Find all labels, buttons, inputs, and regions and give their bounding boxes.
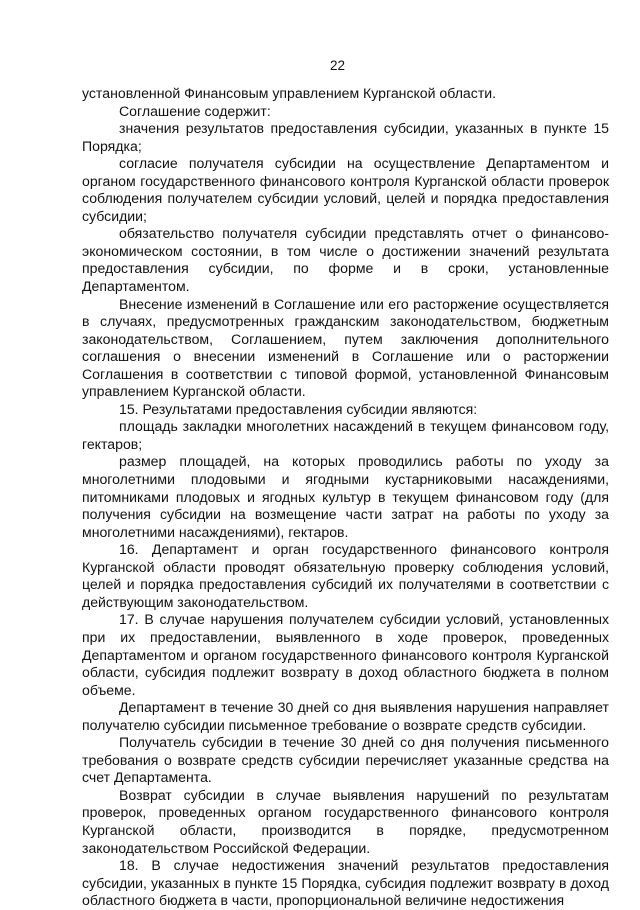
paragraph-return-transfer: Получатель субсидии в течение 30 дней со дня получения письменного требования о возврате средств субсидии перечисляет указанные средства на счет Департамента.	[82, 734, 609, 786]
paragraph-amendments: Внесение изменений в Соглашение или его расторжение осуществляется в случаях, предусмотренных гражданским законодательством, бюджетным законодательством, Соглашением, путем заключения дополнительного соглашения о внесении изменений в Соглашение или о расторжении Соглашения в соответствии с типовой формой, установленной Финансовым управлением Курганской области.	[82, 295, 609, 400]
paragraph-care-area: размер площадей, на которых проводились работы по уходу за многолетними плодовыми и ягодными кустарниковыми насаждениями, питомниками плодовых и ягодных культур в текущем финансовом году (для получения субсидии на возмещение части затрат на работы по уходу за многолетними насаждениями), гектаров.	[82, 453, 609, 540]
paragraph-continuation: установленной Финансовым управлением Курганской области.	[82, 85, 497, 101]
paragraph-return-demand: Департамент в течение 30 дней со дня выявления нарушения направляет получателю субсидии письменное требование о возврате средств субсидии.	[82, 699, 609, 733]
paragraph-report-obligation: обязательство получателя субсидии представлять отчет о финансово-экономическом состоянии, в том числе о достижении значений результата предоставления субсидии, по форме и в сроки, установленные Департаментом.	[82, 225, 609, 295]
paragraph-item-18: 18. В случае недостижения значений результатов предоставления субсидии, указанных в пункте 15 Порядка, субсидия подлежит возврату в доход областного бюджета в части, пропорциональной величине недостижения	[82, 857, 609, 909]
paragraph-item-16: 16. Департамент и орган государственного финансового контроля Курганской области проводят обязательную проверку соблюдения условий, целей и порядка предоставления субсидий их получателями в соответствии с действующим законодательством.	[82, 541, 609, 610]
paragraph-agreement-contains: Соглашение содержит:	[119, 102, 271, 119]
document-page	[82, 0, 609, 909]
paragraph-result-values: значения результатов предоставления субсидии, указанных в пункте 15 Порядка;	[82, 120, 609, 154]
paragraph-planting-area: площадь закладки многолетних насаждений в текущем финансовом году, гектаров;	[82, 418, 609, 452]
paragraph-item-17: 17. В случае нарушения получателем субсидии условий, установленных при их предоставлении, выявленного в ходе проверок, проведенных Департаментом и органом государственного финансового контроля Курганской области, субсидия подлежит возврату в доход областного бюджета в полном объеме.	[82, 611, 609, 698]
page-number: 22	[329, 58, 346, 73]
paragraph-item-15: 15. Результатами предоставления субсидии являются:	[119, 400, 478, 417]
paragraph-return-procedure: Возврат субсидии в случае выявления нарушений по результатам проверок, проведенных органом государственного финансового контроля Курганской области, производится в порядке, предусмотренном законодательством Российской Федерации.	[82, 786, 609, 856]
paragraph-consent-inspection: согласие получателя субсидии на осуществление Департаментом и органом государственного финансового контроля Курганской области проверок соблюдения получателем субсидии условий, целей и порядка предоставления субсидии;	[82, 155, 609, 224]
document-body	[82, 85, 609, 910]
